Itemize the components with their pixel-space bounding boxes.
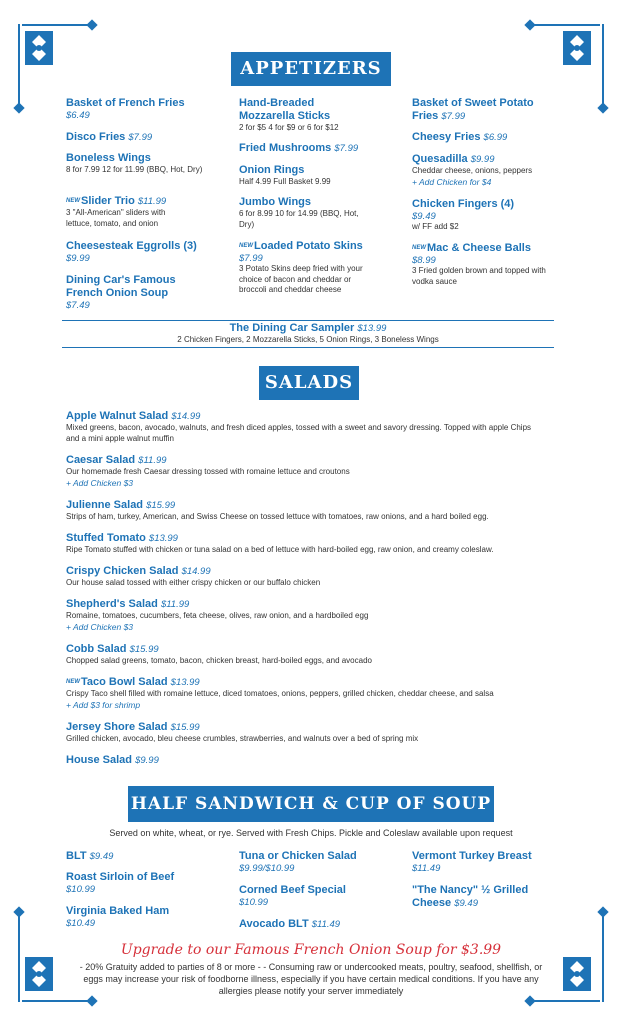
- menu-item: [66, 131, 236, 144]
- item-name: Basket of Sweet Potato Fries: [412, 97, 534, 122]
- menu-item: [412, 198, 582, 233]
- appetizers-banner: APPETIZERS: [231, 52, 391, 86]
- item-name: Caesar Salad: [66, 454, 136, 466]
- item-price: $10.99: [239, 897, 269, 908]
- item-name: Cobb Salad: [66, 643, 127, 655]
- item-description: 6 for 8.99 10 for 14.99 (BBQ, Hot, Dry): [239, 209, 359, 229]
- item-name: Basket of French Fries: [66, 97, 185, 109]
- item-price: $15.99: [146, 500, 176, 511]
- item-description: Romaine, tomatoes, cucumbers, feta cheese, olives, raw onion, and a hardboiled egg: [66, 611, 369, 620]
- item-name: Onion Rings: [239, 164, 305, 176]
- item-name: Tuna or Chicken Salad: [239, 850, 357, 862]
- item-price: $7.99: [441, 111, 466, 122]
- item-name: The Dining Car Sampler: [229, 322, 355, 334]
- item-description: w/ FF add $2: [412, 222, 459, 231]
- item-description: 3 Fried golden brown and topped with vodka sauce: [412, 266, 546, 286]
- item-price: $10.49: [66, 918, 96, 929]
- item-name: Loaded Potato Skins: [254, 240, 363, 252]
- menu-item: [412, 131, 582, 144]
- item-price: $11.49: [311, 919, 341, 930]
- item-price: $13.99: [148, 533, 178, 544]
- menu-item: [412, 850, 582, 874]
- menu-item: [66, 454, 546, 489]
- frame-line: [18, 24, 20, 104]
- menu-item: [239, 918, 409, 931]
- item-name: Jumbo Wings: [239, 196, 312, 208]
- ornament-bottom-left-icon: [24, 956, 54, 992]
- item-name: Vermont Turkey Breast: [412, 850, 532, 862]
- menu-item: [239, 196, 374, 230]
- item-description: Our house salad tossed with either crispy chicken or our buffalo chicken: [66, 578, 321, 587]
- item-price: $9.99: [470, 154, 495, 165]
- item-price: $9.49: [454, 898, 478, 909]
- menu-item: [239, 142, 409, 155]
- menu-item: [66, 676, 546, 711]
- item-description: Cheddar cheese, onions, peppers: [412, 166, 533, 175]
- add-on-note: + Add $3 for shrimp: [66, 699, 141, 710]
- item-price: $9.49: [412, 211, 436, 222]
- ornament-top-left-icon: [24, 30, 54, 66]
- salads-banner: SALADS: [259, 366, 359, 400]
- item-price: $11.99: [138, 455, 167, 466]
- menu-item: [412, 153, 557, 188]
- item-name: Virginia Baked Ham: [66, 905, 170, 917]
- item-price: $6.49: [66, 110, 90, 121]
- item-price: $9.99: [66, 253, 90, 264]
- menu-item: [66, 643, 546, 667]
- sampler: [62, 322, 554, 346]
- menu-item: [239, 884, 409, 908]
- item-name: Chicken Fingers (4): [412, 198, 515, 210]
- item-price: $10.99: [66, 884, 96, 895]
- add-on-note: + Add Chicken $3: [66, 477, 134, 488]
- item-name: Avocado BLT: [239, 918, 309, 930]
- frame-diamond: [86, 995, 97, 1006]
- frame-line: [602, 915, 604, 1002]
- item-name: Disco Fries: [66, 131, 126, 143]
- item-name: Quesadilla: [412, 153, 468, 165]
- frame-diamond: [13, 102, 24, 113]
- item-name: Cheesy Fries: [412, 131, 481, 143]
- menu-item: [239, 97, 369, 134]
- menu-item: [66, 152, 236, 176]
- item-name: Slider Trio: [81, 195, 135, 207]
- item-name: Boneless Wings: [66, 152, 151, 164]
- item-description: Crispy Taco shell filled with romaine lettuce, diced tomatoes, onions, peppers, grilled chicken, cheddar cheese, and salsa: [66, 689, 494, 698]
- item-description: Mixed greens, bacon, avocado, walnuts, and fresh diced apples, tossed with a sweet and savory dressing. Topped with apple Chips and a mini apple walnut muffin: [66, 423, 532, 443]
- menu-item: [66, 565, 546, 589]
- menu-item: [66, 410, 546, 444]
- item-name: Cheesesteak Eggrolls (3): [66, 240, 197, 252]
- add-on-note: + Add Chicken for $4: [412, 176, 492, 187]
- menu-item: [66, 871, 236, 895]
- item-price: $7.49: [66, 300, 90, 311]
- item-name: Taco Bowl Salad: [81, 676, 168, 688]
- frame-line: [534, 24, 600, 26]
- item-price: $11.99: [160, 599, 190, 610]
- menu-item: [66, 532, 546, 556]
- item-price: $7.99: [334, 143, 359, 154]
- frame-line: [22, 24, 88, 26]
- menu-item: [412, 884, 552, 910]
- item-name: Jersey Shore Salad: [66, 721, 168, 733]
- gratuity-notice: - 20% Gratuity added to parties of 8 or more - - Consuming raw or undercooked meats, poultry, seafood, shellfish, or eggs may increase your risk of foodborne illness, especially if you have certain medical conditions. If you have any allergies please notify your server immediately: [79, 962, 543, 996]
- item-description: Ripe Tomato stuffed with chicken or tuna salad on a bed of lettuce with hard-boiled egg, raw onion, and creamy coleslaw.: [66, 545, 494, 554]
- item-price: $8.99: [412, 255, 436, 266]
- divider: [62, 347, 554, 348]
- sandwich-subtitle: Served on white, wheat, or rye. Served with Fresh Chips. Pickle and Coleslaw available upon request: [109, 828, 513, 838]
- new-badge: NEW: [66, 679, 80, 685]
- menu-item: [66, 721, 546, 745]
- item-description: 2 Chicken Fingers, 2 Mozzarella Sticks, 5 Onion Rings, 3 Boneless Wings: [177, 335, 439, 344]
- item-description: 3 Potato Skins deep fried with your choice of bacon and cheddar or broccoli and cheddar cheese: [239, 264, 363, 294]
- item-description: 3 "All-American" sliders with lettuce, tomato, and onion: [66, 208, 166, 228]
- add-on-note: + Add Chicken $3: [66, 621, 134, 632]
- item-price: $15.99: [170, 722, 200, 733]
- item-price: $15.99: [129, 644, 159, 655]
- item-name: Fried Mushrooms: [239, 142, 332, 154]
- item-price: $7.99: [128, 132, 153, 143]
- item-name: Hand-Breaded Mozzarella Sticks: [239, 97, 331, 122]
- item-name: Shepherd's Salad: [66, 598, 158, 610]
- new-badge: NEW: [412, 245, 426, 251]
- menu-item: [239, 850, 409, 874]
- item-price: $14.99: [181, 566, 211, 577]
- item-price: $6.99: [483, 132, 508, 143]
- item-description: Grilled chicken, avocado, bleu cheese crumbles, strawberries, and walnuts over a bed of spring mix: [66, 734, 419, 743]
- menu-item: [412, 242, 547, 287]
- item-price: $14.99: [171, 411, 201, 422]
- item-price: $13.99: [170, 677, 200, 688]
- item-name: Dining Car's Famous French Onion Soup: [66, 274, 176, 299]
- item-description: 8 for 7.99 12 for 11.99 (BBQ, Hot, Dry): [66, 165, 203, 174]
- menu-item: [239, 240, 374, 296]
- item-description: 2 for $5 4 for $9 or 6 for $12: [239, 123, 339, 132]
- menu-item: [66, 754, 546, 767]
- menu-item: [66, 240, 236, 264]
- frame-diamond: [597, 102, 608, 113]
- menu-item: [412, 97, 552, 123]
- item-description: Half 4.99 Full Basket 9.99: [239, 177, 331, 186]
- menu-item: [66, 274, 196, 311]
- item-name: BLT: [66, 850, 87, 862]
- item-price: $7.99: [239, 253, 263, 264]
- ornament-top-right-icon: [562, 30, 592, 66]
- menu-item: [66, 97, 236, 121]
- item-price: $13.99: [357, 323, 387, 334]
- frame-line: [602, 24, 604, 104]
- item-price: $9.99/$10.99: [239, 863, 295, 874]
- frame-diamond: [524, 19, 535, 30]
- item-name: Apple Walnut Salad: [66, 410, 169, 422]
- item-price: $11.99: [137, 196, 167, 207]
- item-name: Corned Beef Special: [239, 884, 346, 896]
- frame-diamond: [86, 19, 97, 30]
- divider: [62, 320, 554, 321]
- new-badge: NEW: [66, 198, 80, 204]
- item-name: House Salad: [66, 754, 133, 766]
- menu-item: [66, 905, 236, 929]
- menu-item: [66, 195, 236, 229]
- frame-diamond: [13, 906, 24, 917]
- item-description: Strips of ham, turkey, American, and Swiss Cheese on tossed lettuce with tomatoes, raw onions, and a hard boiled egg.: [66, 512, 489, 521]
- sandwich-banner: HALF SANDWICH & CUP OF SOUP: [128, 786, 494, 822]
- frame-line: [18, 915, 20, 1002]
- item-name: Julienne Salad: [66, 499, 144, 511]
- item-price: $9.99: [135, 755, 159, 766]
- item-description: Our homemade fresh Caesar dressing tossed with romaine lettuce and croutons: [66, 467, 350, 476]
- item-name: Mac & Cheese Balls: [427, 242, 531, 254]
- new-badge: NEW: [239, 243, 253, 249]
- menu-item: [66, 598, 546, 633]
- frame-line: [22, 1000, 88, 1002]
- ornament-bottom-right-icon: [562, 956, 592, 992]
- frame-diamond: [524, 995, 535, 1006]
- item-name: Crispy Chicken Salad: [66, 565, 179, 577]
- frame-line: [534, 1000, 600, 1002]
- upgrade-offer: Upgrade to our Famous French Onion Soup for $3.99: [120, 942, 502, 958]
- item-name: "The Nancy" ½ Grilled Cheese: [412, 884, 529, 909]
- item-price: $9.49: [89, 851, 114, 862]
- item-name: Roast Sirloin of Beef: [66, 871, 175, 883]
- item-description: Chopped salad greens, tomato, bacon, chicken breast, hard-boiled eggs, and avocado: [66, 656, 372, 665]
- item-price: $11.49: [412, 863, 441, 874]
- menu-item: [239, 164, 409, 188]
- menu-item: [66, 499, 546, 523]
- frame-diamond: [597, 906, 608, 917]
- menu-item: [66, 850, 236, 863]
- item-name: Stuffed Tomato: [66, 532, 146, 544]
